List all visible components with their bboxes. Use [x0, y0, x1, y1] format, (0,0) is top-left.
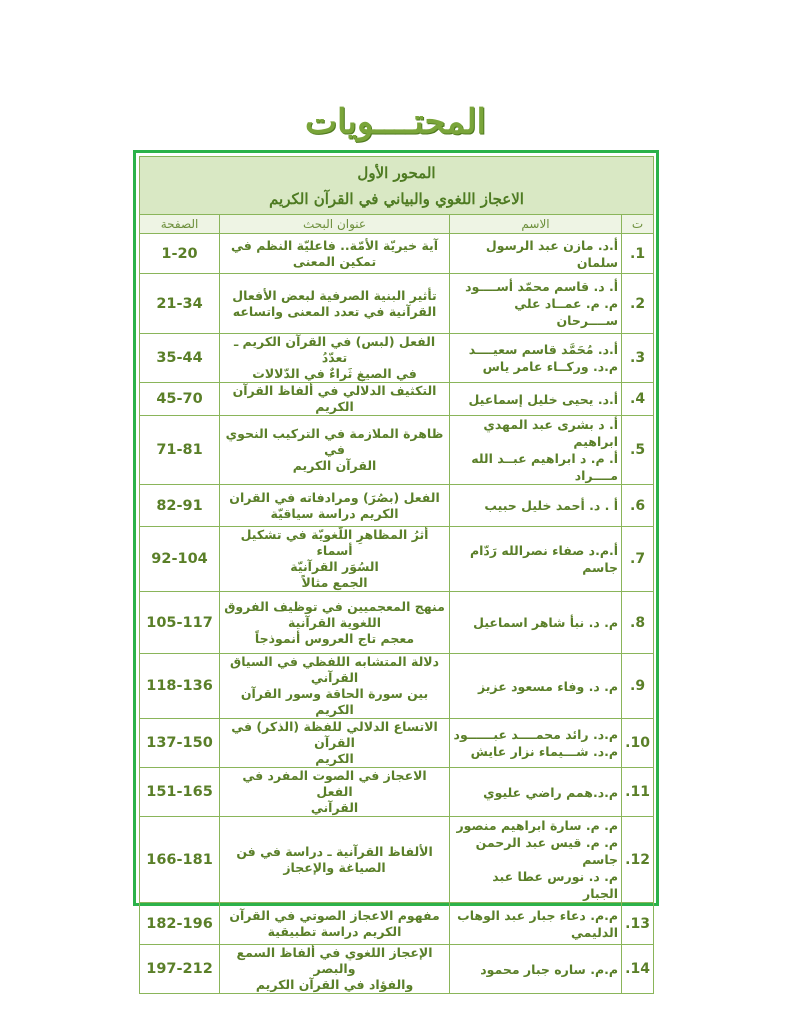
author-names [450, 234, 622, 274]
paper-title-line: معجم تاج العروس أنموذجاً [254, 630, 415, 646]
author-names [450, 654, 622, 719]
paper-title [220, 383, 450, 416]
paper-title [220, 719, 450, 768]
author-name: م.م. ساره جبار محمود [480, 961, 619, 977]
page-range: 166-181 [140, 817, 220, 903]
paper-title-line: أثرُ المظاهرِ اللُّغويّة في تشكيل أسماء [240, 527, 429, 558]
paper-title-line: الإعجاز اللغوي في ألفاظ السمع والبصر [236, 945, 433, 976]
paper-title [220, 654, 450, 719]
page-range: 82-91 [140, 485, 220, 527]
axis-header [140, 157, 654, 215]
paper-title [220, 416, 450, 485]
author-names [450, 719, 622, 768]
paper-title [220, 903, 450, 945]
page-title: المحتــــويات [305, 102, 486, 142]
row-number: 10. [622, 719, 654, 768]
page-range: 92-104 [140, 527, 220, 592]
table-row [140, 485, 654, 527]
paper-title-line: الاعجاز في الصوت المفرد في الفعل [242, 768, 427, 799]
table-row [140, 527, 654, 592]
page-range: 71-81 [140, 416, 220, 485]
page-range: 151-165 [140, 768, 220, 817]
col-header-num: ت [622, 215, 654, 234]
row-number: 8. [622, 592, 654, 654]
author-name: م. م. عمــاد علي [514, 296, 619, 311]
paper-title-line: بين سورة الحاقة وسور القرآن الكريم [240, 686, 429, 717]
author-names [450, 383, 622, 416]
row-number: 3. [622, 334, 654, 383]
page-range: 1-20 [140, 234, 220, 274]
paper-title-line: القرآنية في تعدد المعنى واتساعه [232, 303, 437, 319]
paper-title-line: الكريم دراسة تطبيقية [267, 923, 402, 939]
page-range: 45-70 [140, 383, 220, 416]
page-range: 105-117 [140, 592, 220, 654]
author-name: م. م. قيس عبد الرحمن جاسم [475, 835, 619, 867]
col-header-pages: الصفحة [140, 215, 220, 234]
paper-title [220, 768, 450, 817]
page-range: 182-196 [140, 903, 220, 945]
paper-title-line: تأثير البنية الصرفية لبعض الأفعال [232, 287, 437, 303]
axis-name: المحور الأول [357, 163, 436, 182]
row-number: 2. [622, 274, 654, 334]
author-name: أ . د. أحمد خليل حبيب [484, 498, 619, 513]
paper-title-line: السُوَر القرآنيّة [290, 559, 379, 574]
author-names [450, 592, 622, 654]
author-name: أ.د. مازن عبد الرسول سلمان [485, 237, 619, 270]
page-range: 118-136 [140, 654, 220, 719]
col-header-title: عنوان البحث [220, 215, 450, 234]
author-names [450, 768, 622, 817]
table-row [140, 592, 654, 654]
column-headers [140, 215, 654, 234]
row-number: 1. [622, 234, 654, 274]
row-number: 12. [622, 817, 654, 903]
page-range: 197-212 [140, 945, 220, 994]
contents-table [139, 156, 654, 994]
paper-title-line: الكريم دراسة سياقيّة [270, 505, 399, 521]
author-name: م.د. وركــاء عامر ياس [482, 359, 619, 374]
paper-title [220, 527, 450, 592]
paper-title-line: التكثيف الدلالي في ألفاظ القرآن الكريم [232, 383, 437, 414]
table-row [140, 383, 654, 416]
axis-header-cell [140, 157, 654, 215]
author-names [450, 274, 622, 334]
author-names [450, 903, 622, 945]
author-name: م. د. وفاء مسعود عزيز [477, 678, 619, 694]
paper-title-line: الكريم [315, 751, 354, 766]
paper-title-line: منهج المعجميين في توظيف الفروق [224, 598, 445, 614]
paper-title-line: الألفاظ القرآنية ـ دراسة في فن [236, 843, 433, 859]
page-range: 35-44 [140, 334, 220, 383]
row-number: 14. [622, 945, 654, 994]
author-name: م. م. سارة ابراهيم منصور [456, 818, 619, 833]
paper-title [220, 592, 450, 654]
paper-title [220, 945, 450, 994]
paper-title-line: الجمع مثالاً [301, 575, 368, 590]
page-range: 21-34 [140, 274, 220, 334]
row-number: 6. [622, 485, 654, 527]
paper-title-line: الفعل (بصُرَ) ومرادفاته في القران [229, 489, 440, 505]
paper-title-line: دلالة المتشابه اللفظي في السياق [230, 654, 440, 669]
author-name: أ. د. قاسم محمّد أســــود [465, 279, 619, 294]
paper-title-line: تمكين المعنى [292, 253, 377, 269]
page-range: 137-150 [140, 719, 220, 768]
paper-title-line: الاتساع الدلالي للفظة (الذكر) في القرآن [231, 719, 438, 750]
author-names [450, 416, 622, 485]
table-row [140, 654, 654, 719]
author-name: أ.م.د صفاء نصرالله رَدّام جاسم [469, 543, 619, 575]
table-row [140, 719, 654, 768]
paper-title-line: مفهوم الاعجاز الصوتي في القرآن [229, 907, 440, 923]
paper-title-line: اللغوية القرآنية [288, 614, 382, 630]
author-name: ســــرحان [556, 313, 619, 328]
author-name: م. د. نبأ شاهر اسماعيل [473, 615, 619, 630]
paper-title-line: في الصيغِ ثَراءٌ في الدّلالات [252, 366, 417, 381]
author-names [450, 945, 622, 994]
row-number: 4. [622, 383, 654, 416]
table-row [140, 416, 654, 485]
author-name: م.د.همم راضي عليوي [483, 784, 619, 800]
paper-title [220, 334, 450, 383]
table-row [140, 768, 654, 817]
col-header-name: الاسم [450, 215, 622, 234]
paper-title [220, 485, 450, 527]
paper-title [220, 234, 450, 274]
row-number: 7. [622, 527, 654, 592]
axis-subtitle: الاعجاز اللغوي والبياني في القرآن الكريم [269, 189, 524, 208]
author-name: أ.د. يحيى خليل إسماعيل [468, 391, 619, 407]
author-name: مــــراد [574, 468, 619, 483]
paper-title-line: الصياغة والإعجاز [283, 859, 386, 875]
author-name: أ. د بشرى عبد المهدي ابراهيم [483, 417, 619, 449]
author-name: م.م. دعاء جبار عبد الوهاب [457, 907, 619, 923]
author-names [450, 334, 622, 383]
contents-frame [133, 150, 659, 992]
table-row [140, 274, 654, 334]
author-name: م.د. رائد محمــــد عبــــــود [453, 727, 619, 742]
paper-title-line: الفعل (لبس) في القرآن الكريم ـ تعدّدُ [233, 334, 436, 365]
table-row [140, 903, 654, 945]
table-row [140, 334, 654, 383]
row-number: 5. [622, 416, 654, 485]
table-row [140, 817, 654, 903]
paper-title-line: القرآني [310, 670, 359, 685]
author-name: أ. م. د ابراهيم عبــد الله [471, 451, 619, 466]
author-names [450, 527, 622, 592]
paper-title [220, 817, 450, 903]
row-number: 9. [622, 654, 654, 719]
author-name: م. د. نورس عطا عبد الجبار [492, 869, 619, 901]
paper-title-line: القرآني [310, 800, 359, 815]
paper-title-line: والفؤاد في القرآن الكريم [255, 977, 414, 992]
row-number: 13. [622, 903, 654, 945]
author-name: الدليمي [571, 924, 619, 940]
paper-title [220, 274, 450, 334]
author-names [450, 817, 622, 903]
table-row [140, 945, 654, 994]
row-number: 11. [622, 768, 654, 817]
table-row [140, 234, 654, 274]
author-names [450, 485, 622, 527]
paper-title-line: ظاهرة الملازمة في التركيب النحوي في [225, 426, 444, 457]
author-name: أ.د. مُحَمَّد قاسم سعيــــد [468, 342, 619, 357]
paper-title-line: آية خيريّة الأمّة.. فاعليّة النظم في [231, 237, 439, 253]
author-name: م.د. شـــيماء نزار عايش [470, 744, 619, 759]
paper-title-line: القرآن الكريم [292, 458, 377, 473]
